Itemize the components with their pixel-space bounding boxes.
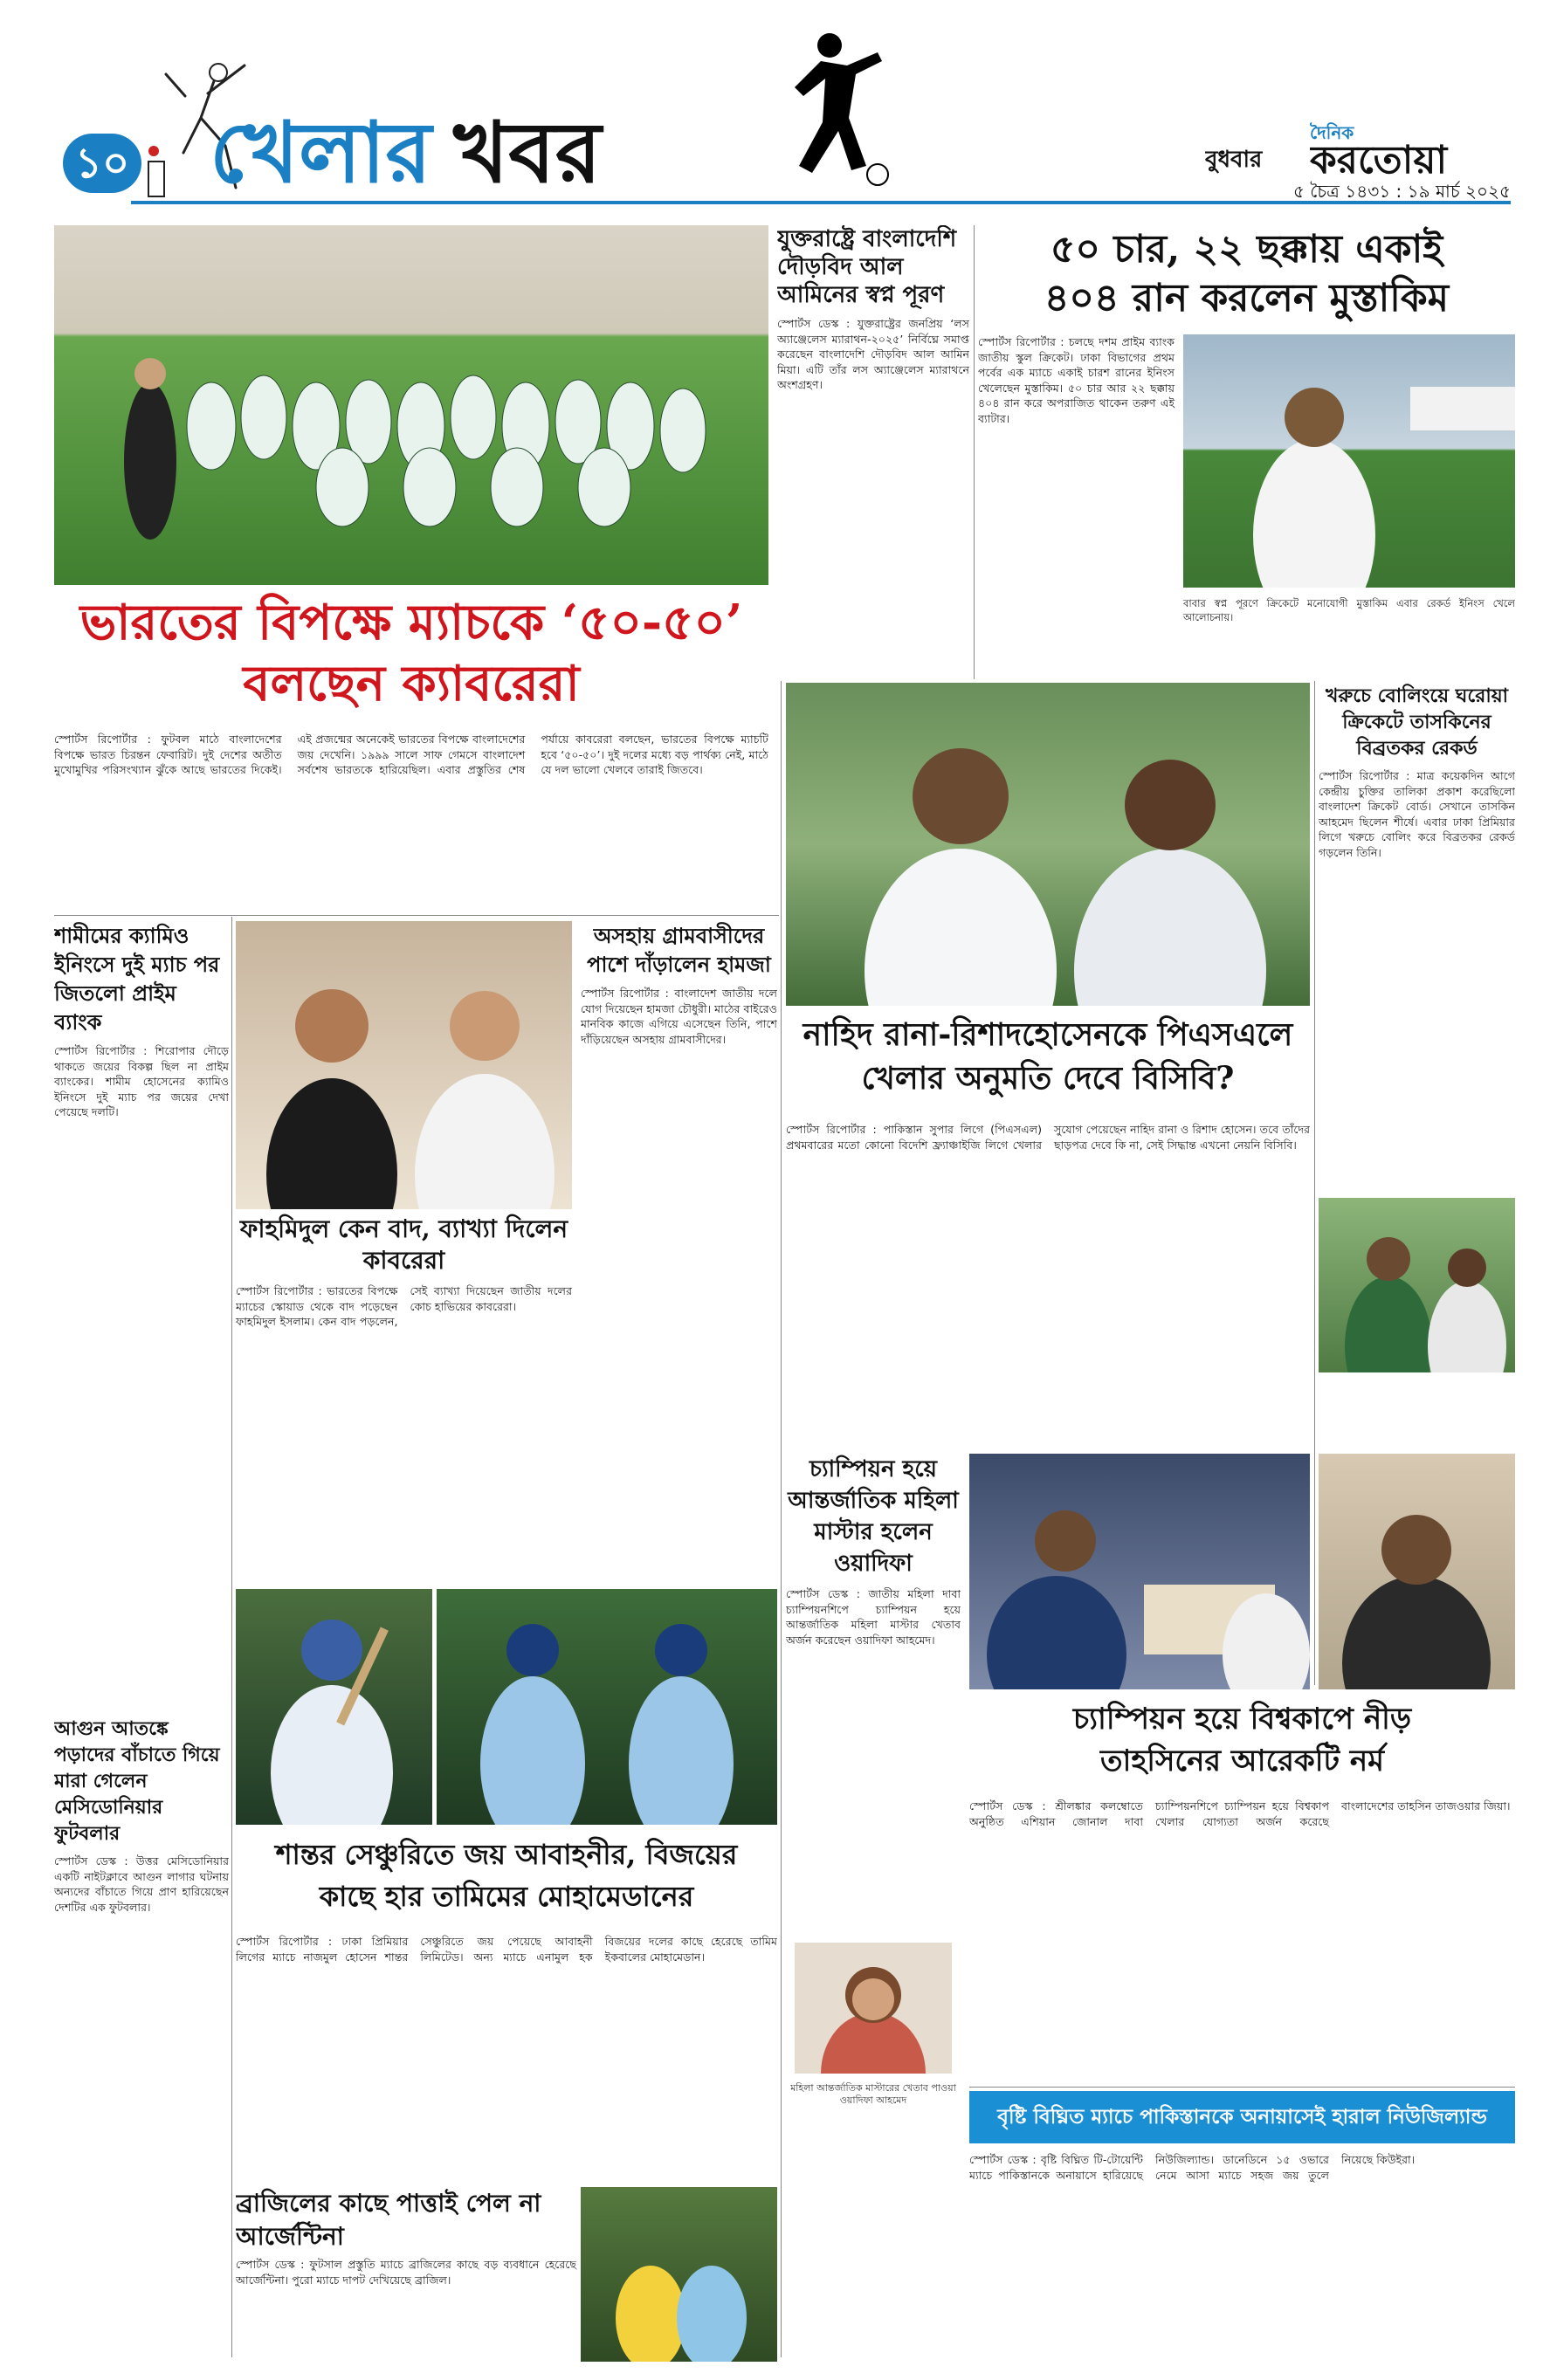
hamza-photo [236,921,572,1209]
divider [1314,681,1315,1685]
mustakim-headline-1: ৫০ চার, ২২ ছক্কায় একাই [1050,227,1443,272]
taskin-body: স্পোর্টস রিপোর্টার : মাত্র কয়েকদিন আগে কেন্দ্রীয় চুক্তির তালিকা প্রকাশ করেছিলো বাংলাদেশ ক্রিকেট বোর্ড। সেখানে তাসকিন আহমেদ ছিলেন শীর্ষে। এবার ঢাকা প্রিমিয়ার লিগে খরুচে বোলিং করে বিব্রতকর রেকর্ড গড়লেন তিনি। [1319,769,1515,859]
date-line: ৫ চৈত্র ১৪৩১ : ১৯ মার্চ ২০২৫ [1292,181,1511,202]
nz-headline: বৃষ্টি বিঘ্নিত ম্যাচে পাকিস্তানকে অনায়াসেই হারাল নিউজিল্যান্ড [997,2105,1487,2129]
mustakim-body-2: বাবার স্বপ্ন পূরণে ক্রিকেটে মনোযোগী মুস্তাকিম এবার রেকর্ড ইনিংস খেলে আলোচনায়। [1183,597,1515,623]
divider [974,225,975,679]
paper-name: করতোয়া [1310,138,1448,182]
divider [781,681,782,2357]
weekday: বুধবার [1205,147,1263,173]
wadifa-story [786,1454,961,2309]
section-title-b: খবর [453,105,602,201]
section-title [210,105,768,201]
mustakim-story [978,225,1515,679]
wadifa-caption: মহিলা আন্তর্জাতিক মাস্টারের খেতাব পাওয়া ওয়াদিফা আহমেদ [790,2082,956,2106]
lead-headline-2: বলছেন ক্যাবরেরা [243,655,580,712]
divider [231,917,232,2357]
hamza-village-body: স্পোর্টস রিপোর্টার : বাংলাদেশ জাতীয় দলে যোগ দিয়েছেন হামজা চৌধুরী। মাঠের বাইরেও মানবিক কাজে এগিয়ে এসেছেন তিনি, পাশে দাঁড়িয়েছেন অসহায় গ্রামবাসীদের। [581,987,777,1046]
wadifa-body: স্পোর্টস ডেস্ক : জাতীয় মহিলা দাবা চ্যাম্পিয়নশিপে চ্যাম্পিয়ন হয়ে আন্তর্জাতিক মহিলা মাস্টার খেতাব অর্জন করেছেন ওয়াদিফা আহমেদ। [786,1587,961,1647]
wadifa-headline: চ্যাম্পিয়ন হয়ে আন্তর্জাতিক মহিলা মাস্টার হলেন ওয়াদিফা [788,1456,959,1577]
taskin-headline-2: ক্রিকেটে তাসকিনের [1342,711,1491,733]
abahani-players-photo [437,1589,777,1825]
shanto-photo [236,1589,432,1825]
wadifa-photo [795,1943,952,2074]
nahid-body: স্পোর্টস রিপোর্টার : পাকিস্তান সুপার লিগে (পিএসএল) প্রথমবারের মতো কোনো বিদেশি ফ্র্যাঞ্চাইজি লিগে খেলার সুযোগ পেয়েছেন নাহিদ রানা ও রিশাদ হোসেন। তবে তাঁদের ছাড়পত্র দেবে কি না, সেই সিদ্ধান্ত এখনো নেয়নি বিসিবি। [786,1123,1310,1152]
divider [969,2087,1515,2088]
usa-body: স্পোর্টস ডেস্ক : যুক্তরাষ্ট্রের জনপ্রিয় ‘লস অ্যাঞ্জেলেস ম্যারাথন-২০২৫’ নির্বিঘ্নে সমাপ্ত করেছেন বাংলাদেশি দৌড়বিদ আল আমিন মিয়া। এটি তাঁর লস অ্যাঞ্জেলেস ম্যারাথনে অংশগ্রহণ। [777,317,969,391]
nz-banner [969,2091,1515,2143]
divider [54,915,779,916]
team-training-photo [54,225,768,585]
argentina-headline: ব্রাজিলের কাছে পাত্তাই পেল না আর্জেন্টিনা [236,2189,541,2251]
nz-body: স্পোর্টস ডেস্ক : বৃষ্টি বিঘ্নিত টি-টোয়েন্টি ম্যাচে পাকিস্তানকে অনায়াসে হারিয়েছে নিউজিল্যান্ড। ডানেডিনে ১৫ ওভারে নেমে আসা ম্যাচে সহজ জয় তুলে নিয়েছে কিউইরা। [969,2153,1416,2182]
tahsin-headline-1: চ্যাম্পিয়ন হয়ে বিশ্বকাপে নীড় [1072,1702,1412,1737]
lead-body: স্পোর্টস রিপোর্টার : ফুটবল মাঠে বাংলাদেশের বিপক্ষে ভারত চিরন্তন ফেবারিট। দুই দেশের অতীত মুখোমুখির পরিসংখ্যান ঝুঁকে আছে ভারতের দিকেই। এই প্রজন্মের অনেকেই ভারতের বিপক্ষে বাংলাদেশের জয় দেখেনি। ১৯৯৯ সালে সাফ গেমসে বাংলাদেশ সর্বশেষ ভারতকে হারিয়েছিল। এবার প্রস্তুতির শেষ পর্যায়ে কাবরেরা বলছেন, ভারতের বিপক্ষে ম্যাচটি হবে ‘৫০-৫০’। দুই দলের মধ্যে বড় পার্থক্য নেই, মাঠে যে দল ভালো খেলবে তারাই জিতবে। [54,733,768,776]
taskin-headline-3: বিব্রতকর রেকর্ড [1356,737,1478,760]
mustakim-photo [1183,334,1515,588]
macedonia-body: স্পোর্টস ডেস্ক : উত্তর মেসিডোনিয়ার একটি নাইটক্লাবে আগুন লাগার ঘটনায় অন্যদের বাঁচাতে গিয়ে প্রাণ হারিয়েছেন দেশটির এক ফুটবলার। [54,1854,229,1914]
lead-headline-block [54,592,768,723]
football-player-silhouette-icon [768,26,899,192]
shamim-body: স্পোর্টস রিপোর্টার : শিরোপার দৌড়ে থাকতে জয়ের বিকল্প ছিল না প্রাইম ব্যাংকের। শামীম হোসেনের ক্যামিও ইনিংসে দুই ম্যাচ পর জয়ের দেখা পেয়েছে দলটি। [54,1044,229,1118]
masthead [0,0,1550,218]
macedonia-story [54,1716,229,2353]
page-number-badge: ১০ [63,134,141,193]
tahsin-body: স্পোর্টস ডেস্ক : শ্রীলঙ্কার কলম্বোতে অনুষ্ঠিত এশিয়ান জোনাল দাবা চ্যাম্পিয়নশিপে চ্যাম্পিয়ন হয়ে বিশ্বকাপ খেলার যোগ্যতা অর্জন করেছে বাংলাদেশের তাহসিন তাজওয়ার জিয়া। [969,1799,1511,1828]
chess-photo [969,1454,1310,1689]
usa-headline: যুক্তরাষ্ট্রে বাংলাদেশি দৌড়বিদ আল আমিনের স্বপ্ন পূরণ [777,226,957,308]
abahani-headline-1: শান্তর সেঞ্চুরিতে জয় আবাহনীর, বিজয়ের [275,1838,738,1871]
mustakim-headline-2: ৪০৪ রান করলেন মুস্তাকিম [1044,276,1450,320]
fahamidul-headline: ফাহমিদুল কেন বাদ, ব্যাখ্যা দিলেন কাবরেরা [239,1214,568,1275]
hamza-village-headline: অসহায় গ্রামবাসীদের পাশে দাঁড়ালেন হামজা [587,923,771,977]
argentina-story [236,2187,777,2362]
tahsin-photo [1319,1454,1515,1689]
nahid-rishad-photo [786,683,1310,1006]
nahid-headline-block [786,1013,1310,1109]
abahani-headline-block [236,1833,777,1929]
shamim-headline: শামীমের ক্যামিও ইনিংসে দুই ম্যাচ পর জিতলো প্রাইম ব্যাংক [54,923,220,1035]
section-title-a: খেলার [210,105,432,201]
tahsin-headline-2: তাহসিনের আরেকটি নর্ম [1100,1744,1384,1778]
paper-small: দৈনিক [1310,122,1354,143]
mustakim-body: স্পোর্টস রিপোর্টার : চলছে দশম প্রাইম ব্যাংক জাতীয় স্কুল ক্রিকেট। ঢাকা বিভাগের প্রথম পর্বের এক ম্যাচে একাই চারশ রানের ইনিংস খেলেছেন মুস্তাকিম। ৫০ চার আর ২২ ছক্কায় ৪০৪ রান করে অপরাজিত থাকেন তরুণ এই ব্যাটার। [978,335,1175,425]
argentina-photo [581,2187,777,2362]
fahamidul-story [236,1214,572,1580]
taskin-headline-1: খরুচে বোলিংয়ে ঘরোয়া [1325,684,1509,707]
nahid-headline-1: নাহিদ রানা-রিশাদহোসেনকে পিএসএলে [803,1016,1293,1053]
abahani-body: স্পোর্টস রিপোর্টার : ঢাকা প্রিমিয়ার লিগের ম্যাচে নাজমুল হোসেন শান্তর সেঞ্চুরিতে জয় পেয়েছে আবাহনী লিমিটেড। অন্য ম্যাচে এনামুল হক বিজয়ের দলের কাছে হেরেছে তামিম ইকবালের মোহামেডান। [236,1935,777,1964]
abahani-headline-2: কাছে হার তামিমের মোহামেডানের [319,1880,694,1913]
hamza-village-story [581,921,777,1672]
argentina-body: স্পোর্টস ডেস্ক : ফুটসাল প্রস্তুতি ম্যাচে ব্রাজিলের কাছে বড় ব্যবধানে হেরেছে আর্জেন্টিনা। পুরো ম্যাচে দাপট দেখিয়েছে ব্রাজিল। [236,2258,576,2287]
lead-headline-1: ভারতের বিপক্ষে ম্যাচকে ‘৫০-৫০’ [79,594,743,651]
shamim-story [54,921,229,1707]
macedonia-headline: আগুন আতঙ্কে পড়াদের বাঁচাতে গিয়ে মারা গেলেন মেসিডোনিয়ার ফুটবলার [54,1717,220,1845]
tahsin-headline-block [969,1698,1515,1794]
nahid-headline-2: খেলার অনুমতি দেবে বিসিবি? [861,1060,1235,1097]
fahamidul-body: স্পোর্টস রিপোর্টার : ভারতের বিপক্ষে ম্যাচের স্কোয়াড থেকে বাদ পড়েছেন ফাহমিদুল ইসলাম। কেন বাদ পড়লেন, সেই ব্যাখ্যা দিয়েছেন জাতীয় দলের কোচ হাভিয়ের কাবরেরা। [236,1284,572,1328]
taskin-photo [1319,1198,1515,1372]
